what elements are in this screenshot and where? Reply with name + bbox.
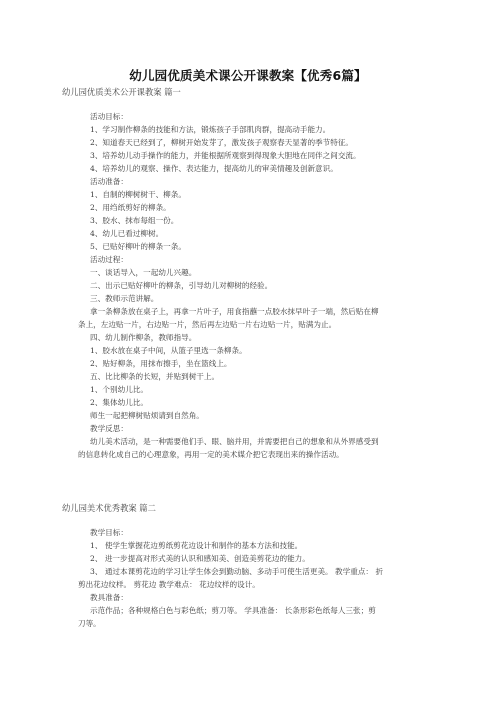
text-line: 一、谈话导入，一起幼儿兴趣。 [90, 268, 197, 277]
text-line: 活动过程： [90, 255, 128, 264]
text-line: 五、比比柳条的长短，并贴到树干上。 [90, 372, 220, 381]
text-line: 2、 进一步提高对形式美的认识和感知美、创造美剪花边的能力。 [90, 554, 310, 563]
text-line: 活动准备： [90, 177, 128, 186]
text-line: 四、幼儿制作柳条，教师指导。 [90, 333, 197, 342]
text-line: 3、胶水、抹布每组一份。 [90, 216, 179, 225]
text-line: 1、 使学生掌握花边剪纸剪花边设计和制作的基本方法和技能。 [90, 541, 303, 550]
text-line: 拿一条柳条放在桌子上，再拿一片叶子，用食指蘸一点胶水抹早叶子一端，然后贴在柳 [90, 307, 379, 316]
text-line: 的信息转化成自己的心理意象，再用一定的美术媒介把它表现出来的操作活动。 [78, 450, 344, 459]
text-line: 1、自制的柳树树干、柳条。 [90, 190, 186, 199]
text-line: 4、幼儿已看过柳树。 [90, 229, 164, 238]
text-line: 5、已贴好柳叶的柳条一条。 [90, 242, 186, 251]
text-line: 示范作品；各种规格白色与彩色纸；剪刀等。 学具准备： 长条形彩色纸每人三张；剪 [90, 606, 376, 615]
text-line: 二、出示已贴好柳叶的柳条，引导幼儿对柳树的经验。 [90, 281, 273, 290]
text-line: 1、个别幼儿比。 [90, 385, 148, 394]
section-1-heading: 幼儿园优质美术公开课教案 篇一 [62, 87, 181, 97]
text-line: 2、知道春天已经到了，柳树开始发芽了，激发孩子观察春天显著的季节特征。 [90, 138, 354, 147]
text-line: 刀等。 [78, 619, 101, 628]
text-line: 幼儿美术活动，是一种需要他们手、眼、脑并用，并需要把自己的想象和从外界感受到 [90, 437, 379, 446]
text-line: 教具准备： [90, 593, 128, 602]
text-line: 2、用绉纸剪好的柳条。 [90, 203, 171, 212]
text-line: 剪出花边纹样。 剪花边 教学难点： 花边纹样的设计。 [78, 580, 260, 589]
text-line: 1、学习制作柳条的技能和方法，锻炼孩子手部肌肉群，提高动手能力。 [90, 125, 331, 134]
text-line: 4、培养幼儿的观察、操作、表达能力，提高幼儿的审美情趣及创新意识。 [90, 164, 338, 173]
document-title: 幼儿园优质美术课公开课教案【优秀6篇】 [129, 68, 367, 83]
text-line: 3、培养幼儿动手操作的能力，并能根据所观察到得现象大胆地在同伴之间交流。 [90, 151, 361, 160]
text-line: 活动目标： [90, 112, 128, 121]
text-line: 教学目标： [90, 528, 128, 537]
text-line: 师生一起把柳树贴烦请到自然角。 [90, 411, 204, 420]
text-line: 三、教师示范讲解。 [90, 294, 159, 303]
text-line: 3、 通过本课剪花边的学习让学生体会到勤动脑、多动手可使生活更美。 教学重点： 折 [90, 567, 384, 576]
text-line: 条上，左边贴一片，右边贴一片，然后再左边贴一片右边贴一片，贴满为止。 [78, 320, 337, 329]
text-line: 2、贴好柳条，用抹布擦手，坐在篮线上。 [90, 359, 232, 368]
text-line: 1、胶水放在桌子中间，从篮子里选一条柳条。 [90, 346, 247, 355]
text-line: 教学反思： [90, 424, 128, 433]
section-2-heading: 幼儿园美术优秀教案 篇二 [62, 503, 156, 513]
text-line: 2、集体幼儿比。 [90, 398, 148, 407]
